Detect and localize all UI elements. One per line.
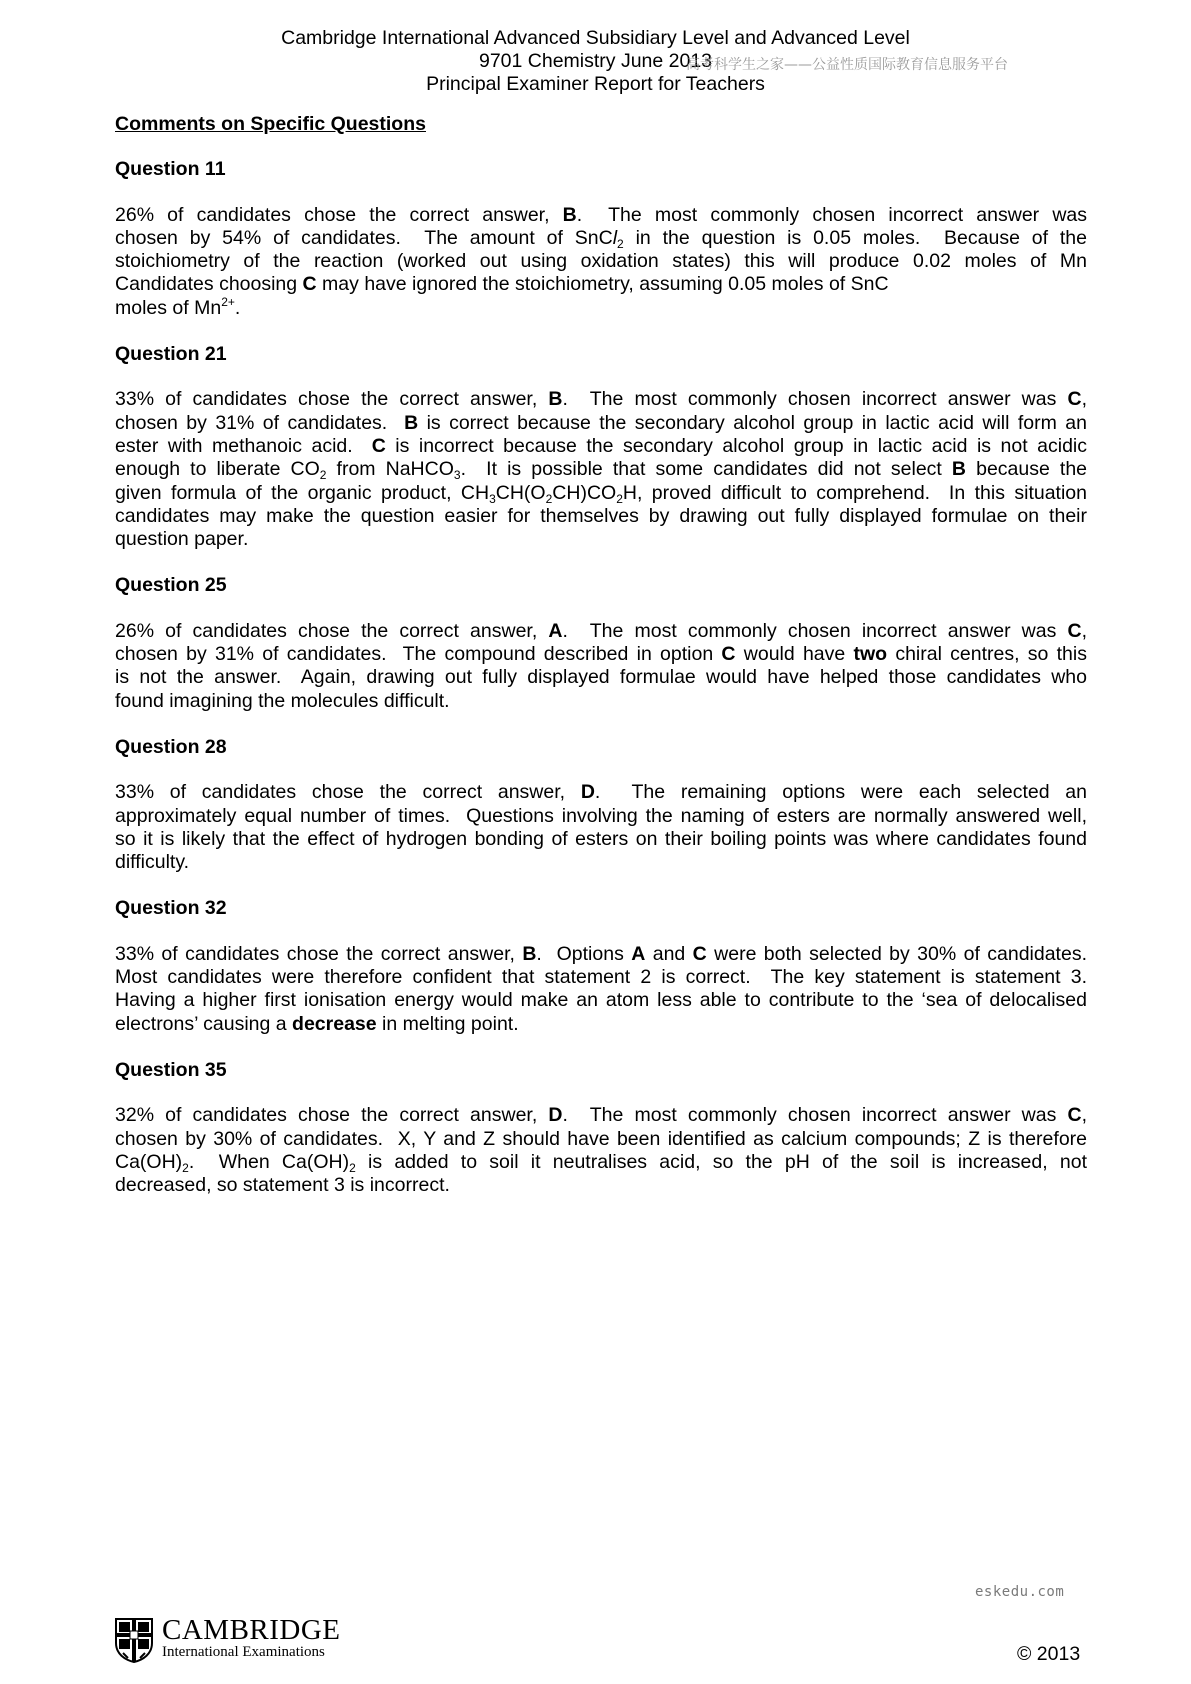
logo-subtitle: International Examinations: [162, 1644, 325, 1660]
site-watermark: eskedu.com: [975, 1584, 1065, 1600]
question-title: Question 11: [115, 158, 226, 181]
section-title: Comments on Specific Questions: [115, 113, 426, 135]
page-header: [0, 27, 1191, 96]
question-title: Question 21: [115, 343, 227, 366]
watermark-text: 高考科学生之家——公益性质国际教育信息服务平台: [686, 57, 1008, 73]
question-title: Question 28: [115, 735, 227, 758]
copyright-notice: © 2013: [1017, 1643, 1081, 1665]
crest-icon: [114, 1617, 154, 1663]
header-line-1: Cambridge International Advanced Subsidiary Level and Advanced Level: [281, 27, 910, 49]
question-21-text: 33% of candidates chose the correct answer, B. The most commonly chosen incorrect answer was C, chosen by 31% of candidates. B is correct because the secondary alcohol group in lactic acid will form an ester with methanoic acid. C is incorrect because the secondary alcohol group in lactic acid is not acidic enough to liberate $CO_2$ from NaHCO$_3$. It is possible that some candidates did not select B because the given formula of the organic product, $CH_3CH(O_2CH)CO_2H$, proved difficult to comprehend. In this situation candidates may make the question easier for themselves by drawing out fully displayed formulae on their question paper.: [115, 388, 1088, 551]
question-25-text: 26% of candidates chose the correct answer, A. The most commonly chosen incorrect answer was C, chosen by 31% of candidates. The compound described in option C would have two chiral centres, so this is not the answer. Again, drawing out fully displayed formulae would have helped those candidates who found imagining the molecules difficult.: [115, 619, 1087, 712]
question-32-text: 33% of candidates chose the correct answer, B. Options A and C were both selected by 30% of candidates. Most candidates were therefore confident that statement 2 is correct. The key statement is statement 3. Having a higher first ionisation energy would make an atom less able to contribute to the ‘sea of delocalised electrons’ causing a decrease in melting point.: [115, 942, 1087, 1035]
report-body: [115, 113, 1087, 1220]
header-line-3: Principal Examiner Report for Teachers: [426, 73, 765, 95]
question-35-text: 32% of candidates chose the correct answer, D. The most commonly chosen incorrect answer was C, chosen by 30% of candidates. X, Y and Z should have been identified as calcium compounds; Z is therefore $Ca(OH)_2$. When $Ca(OH)_2$ is added to soil it neutralises acid, so the pH of the soil is increased, not decreased, so statement 3 is incorrect.: [115, 1104, 1088, 1197]
header-line-2: 9701 Chemistry June 2013: [478, 50, 713, 72]
question-28-text: 33% of candidates chose the correct answer, D. The remaining options were each selected an approximately equal number of times. Questions involving the naming of esters are normally answered well, so it is likely that the effect of hydrogen bonding of esters on their boiling points was where candidates found difficulty.: [115, 781, 1087, 874]
question-title: Question 25: [115, 574, 227, 597]
logo-wordmark: CAMBRIDGE: [162, 1614, 341, 1646]
question-11-text: 26% of candidates chose the correct answer, B. The most commonly chosen incorrect answer was chosen by 54% of candidates. The amount of SnCl$_2$ in the question is 0.05 moles. Because of the stoichiometry of the reaction (worked out using oxidation states) this will produce 0.02 moles of Mn Candidates choosing C may have ignored the stoichiometry, assuming 0.05 moles of SnC moles of $Mn^{2+}$.: [115, 203, 1088, 319]
question-title: Question 32: [115, 897, 227, 920]
question-title: Question 35: [115, 1058, 227, 1081]
cambridge-logo: [114, 1614, 374, 1667]
